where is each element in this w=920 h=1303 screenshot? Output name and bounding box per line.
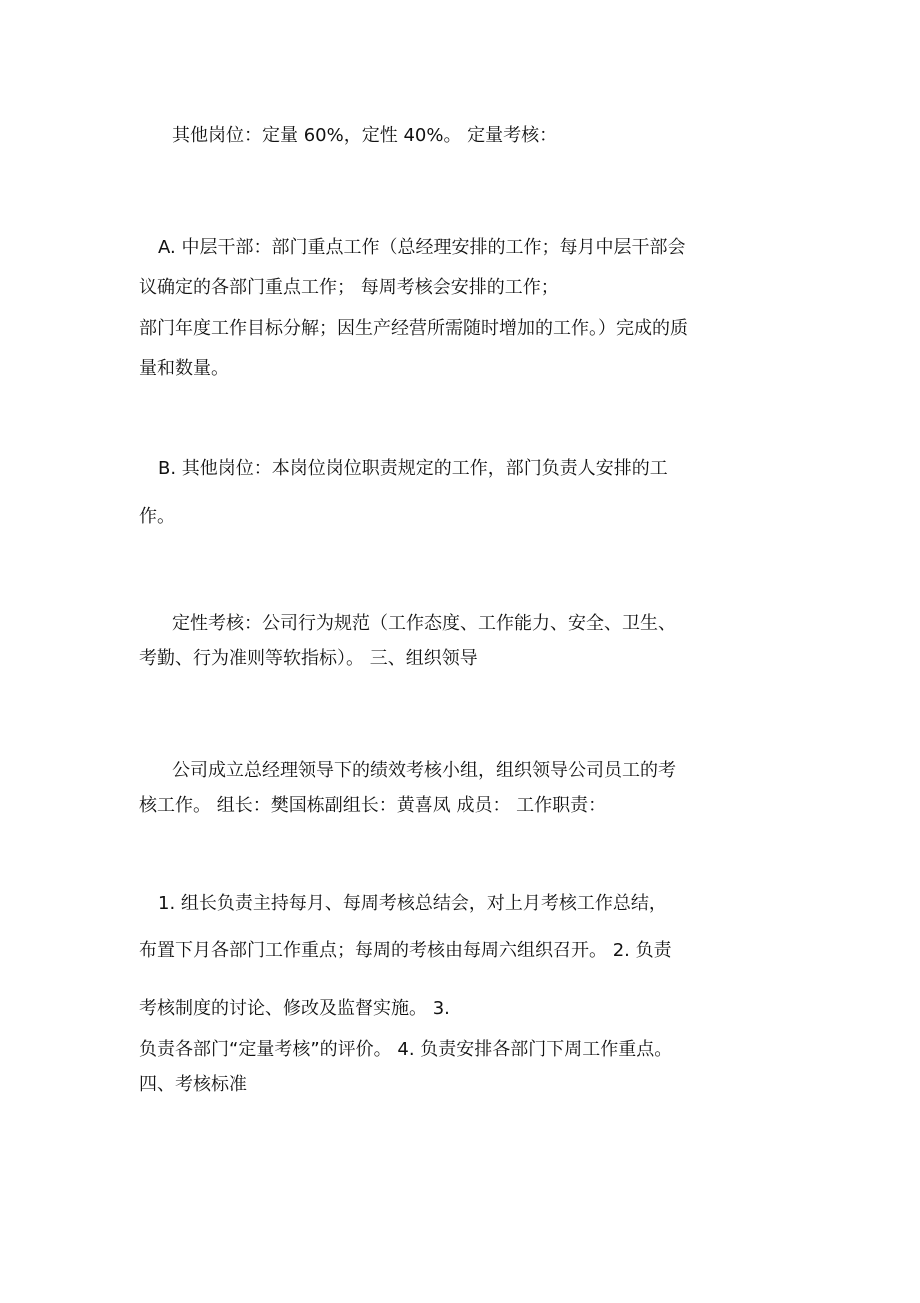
paragraph-line: 部门年度工作目标分解；因生产经营所需随时增加的工作。）完成的质 [139, 318, 688, 339]
paragraph-line: 核工作。 组长：樊国栋副组长：黄喜凤 成员： 工作职责： [139, 795, 607, 816]
paragraph-line: 议确定的各部门重点工作； 每周考核会安排的工作； [139, 277, 559, 298]
paragraph-line: 量和数量。 [139, 358, 229, 379]
paragraph-line: B. 其他岗位：本岗位岗位职责规定的工作，部门负责人安排的工 [158, 458, 668, 479]
paragraph-line: A. 中层干部：部门重点工作（总经理安排的工作；每月中层干部会 [158, 237, 686, 258]
paragraph-line: 布置下月各部门工作重点；每周的考核由每周六组织召开。 2. 负责 [139, 940, 672, 961]
paragraph-line: 考勤、行为准则等软指标）。 三、组织领导 [139, 648, 478, 669]
paragraph-line: 公司成立总经理领导下的绩效考核小组，组织领导公司员工的考 [172, 760, 676, 781]
paragraph-line: 1. 组长负责主持每月、每周考核总结会，对上月考核工作总结， [158, 893, 667, 914]
paragraph-line: 其他岗位：定量 60%，定性 40%。 定量考核： [172, 125, 558, 146]
paragraph-line: 考核制度的讨论、修改及监督实施。 3. [139, 998, 450, 1019]
paragraph-line: 四、考核标准 [139, 1074, 247, 1095]
paragraph-line: 作。 [139, 506, 175, 527]
paragraph-line: 定性考核：公司行为规范（工作态度、工作能力、安全、卫生、 [172, 613, 676, 634]
paragraph-line: 负责各部门“定量考核”的评价。 4. 负责安排各部门下周工作重点。 [139, 1039, 673, 1060]
